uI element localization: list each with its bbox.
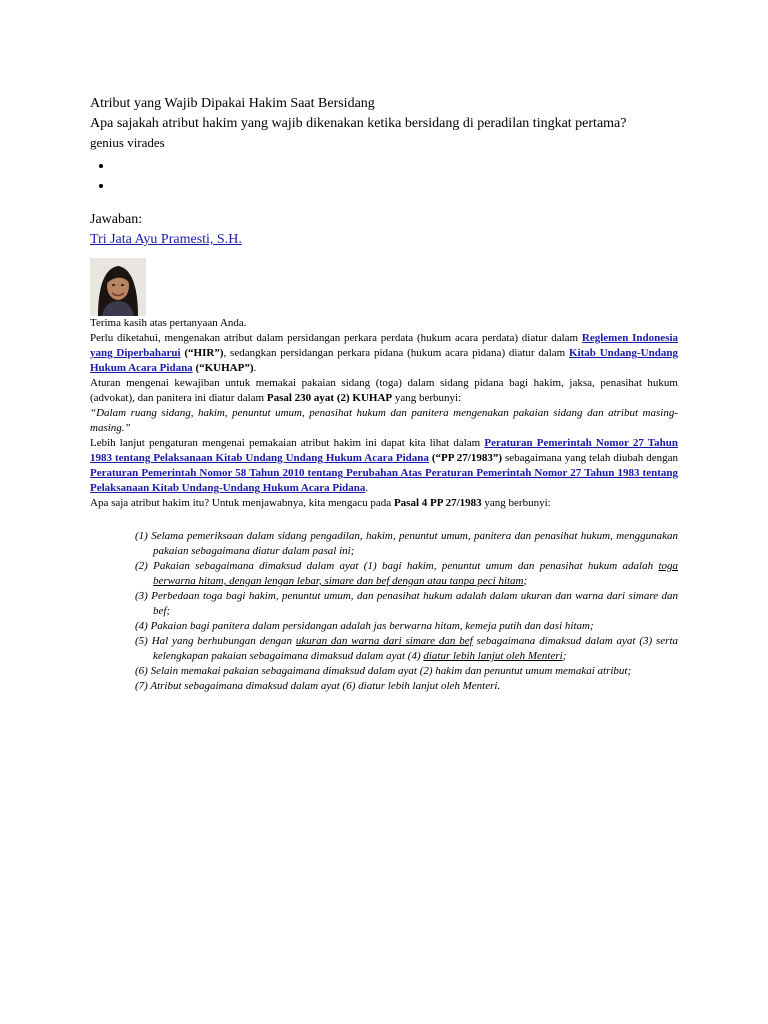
paragraph-aturan: Aturan mengenai kewajiban untuk memakai pakaian sidang (toga) dalam sidang pidana bagi hakim, jaksa, penasihat hukum (advokat), dan panitera ini diatur dalam Pasal 230 ayat (2) KUHAP yang berbunyi: [90, 377, 678, 404]
pasal-item: (1) Selama pemeriksaan dalam sidang pengadilan, hakim, penuntut umum, panitera dan penasihat hukum, menggunakan pakaian sebagaimana diatur dalam pasal ini; [135, 530, 678, 557]
link-hir[interactable]: Reglemen Indonesia yang Diperbaharui [90, 332, 679, 359]
paragraph-apa-saja: Apa saja atribut hakim itu? Untuk menjawabnya, kita mengacu pada Pasal 4 PP 27/1983 yang berbunyi: [90, 497, 551, 509]
article-title: Atribut yang Wajib Dipakai Hakim Saat Bersidang [90, 96, 375, 111]
link-pp-27-1983[interactable]: Peraturan Pemerintah Nomor 27 Tahun 1983 tentang Pelaksanaan Kitab Undang Undang Hukum Acara Pidana [90, 437, 678, 464]
thanks-text: Terima kasih atas pertanyaan Anda. [90, 317, 247, 329]
quote-pasal-230: “Dalam ruang sidang, hakim, penuntut umum, penasihat hukum dan panitera mengenakan pakaian sidang dan atribut masing-masing.” [90, 407, 678, 434]
article [90, 94, 678, 694]
link-kuhap[interactable]: Kitab Undang-Undang Hukum Acara Pidana [90, 347, 678, 374]
paragraph-perlu: Perlu diketahui, mengenakan atribut dalam persidangan perkara perdata (hukum acara perdata) diatur dalam Reglemen Indonesia yang Diperbaharui (“HIR”), sedangkan persidangan perkara pidana (hukum acara pidana) diatur dalam Kitab Undang-Undang Hukum Acara Pidana (“KUHAP”). [90, 332, 679, 374]
answerer-avatar [90, 258, 146, 316]
pasal-item: (7) Atribut sebagaimana dimaksud dalam ayat (6) diatur lebih lanjut oleh Menteri. [135, 680, 501, 692]
empty-bullet-list [90, 156, 678, 196]
bullet-item [114, 156, 678, 176]
answer-label: Jawaban: [90, 212, 143, 227]
pasal-item: (4) Pakaian bagi panitera dalam persidangan adalah jas berwarna hitam, kemeja putih dan dasi hitam; [135, 620, 594, 632]
paragraph-lebih-lanjut: Lebih lanjut pengaturan mengenai pemakaian atribut hakim ini dapat kita lihat dalam Peraturan Pemerintah Nomor 27 Tahun 1983 tentang Pelaksanaan Kitab Undang Undang Hukum Acara Pidana (“PP 27/1983”) sebagaimana yang telah diubah dengan Peraturan Pemerintah Nomor 58 Tahun 2010 tentang Perubahan Atas Peraturan Pemerintah Nomor 27 Tahun 1983 tentang Pelaksanaan Kitab Undang-Undang Hukum Acara Pidana. [90, 437, 678, 494]
question-text: Apa sajakah atribut hakim yang wajib dikenakan ketika bersidang di peradilan tingkat pertama? [90, 116, 627, 131]
pasal-4-list [90, 529, 678, 694]
link-pp-58-2010[interactable]: Peraturan Pemerintah Nomor 58 Tahun 2010 tentang Perubahan Atas Peraturan Pemerintah Nomor 27 Tahun 1983 tentang Pelaksanaan Kitab Undang-Undang Hukum Acara Pidana [90, 467, 678, 494]
pasal-item: (3) Perbedaan toga bagi hakim, penuntut umum, dan penasihat hukum adalah dalam ukuran dan warna dari simare dan bef; [135, 590, 678, 617]
bullet-item [114, 176, 678, 196]
pasal-item: (6) Selain memakai pakaian sebagaimana dimaksud dalam ayat (2) hakim dan penuntut umum memakai atribut; [135, 665, 632, 677]
asker-name: genius virades [90, 135, 165, 150]
pasal-item: (2) Pakaian sebagaimana dimaksud dalam ayat (1) bagi hakim, penuntut umum dan penasihat hukum adalah toga berwarna hitam, dengan lengan lebar, simare dan bef dengan atau tanpa peci hitam; [135, 560, 678, 587]
pasal-item: (5) Hal yang berhubungan dengan ukuran dan warna dari simare dan bef sebagaimana dimaksud dalam ayat (3) serta kelengkapan pakaian sebagaimana dimaksud dalam ayat (4) diatur lebih lanjut oleh Menteri; [135, 635, 679, 662]
answerer-link[interactable]: Tri Jata Ayu Pramesti, S.H. [90, 232, 242, 247]
